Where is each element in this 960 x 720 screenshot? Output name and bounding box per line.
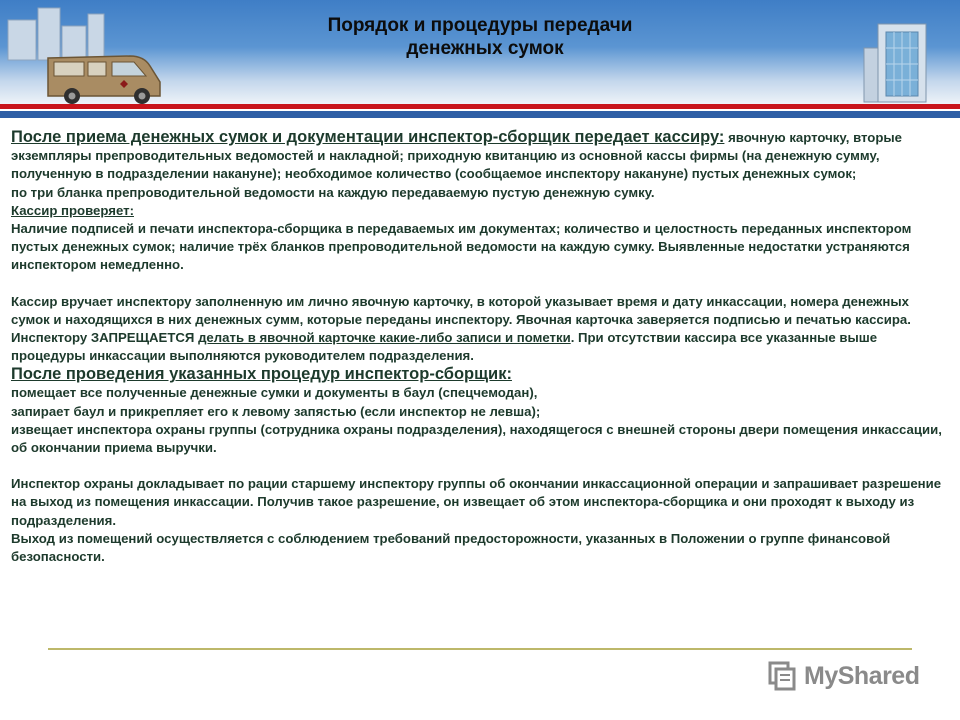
slide-title: [230, 14, 730, 60]
money-van: [48, 56, 160, 104]
myshared-logo-text: MyShared: [804, 661, 920, 690]
section-heading-after-procedures: После проведения указанных процедур инспектор-сборщик:: [11, 365, 512, 384]
myshared-logo[interactable]: [766, 656, 926, 696]
section-heading-checks: Кассир проверяет:: [11, 202, 134, 218]
paragraph-cashier-checks: [11, 202, 946, 220]
buildings-and-van-illustration: [4, 0, 174, 104]
after-procedures-line-3: извещает инспектора охраны группы (сотрудника охраны подразделения), находящегося с внешней стороны двери помещения инкассации, об окончании приема выручки.: [11, 421, 942, 456]
myshared-logo-icon: [766, 659, 798, 693]
blue-stripe: [0, 111, 960, 118]
paragraph-exit: Выход из помещений осуществляется с соблюдением требований предосторожности, указанных в Положении о группе финансовой безопасности.: [11, 530, 891, 565]
attendance-card-text-b: . При отсутствии кассира все указанные выше процедуры инкассации выполняются руководителем подразделения.: [11, 330, 878, 364]
city-buildings: [8, 8, 104, 60]
footer-rule: [48, 648, 912, 650]
slide-title-line2: денежных сумок: [406, 38, 564, 59]
section-heading-handover: После приема денежных сумок и документации инспектор-сборщик передает кассиру:: [11, 128, 725, 146]
handover-blanks-line: по три бланка препроводительной ведомости на каждую передаваемую пустую денежную сумку.: [11, 184, 655, 200]
checks-text: Наличие подписей и печати инспектора-сборщика в передаваемых им документах; количество и целостность переданных инспектором пустых денежных сумок; наличие трёх бланков препроводительной ведомости на каждую сумку. Выявленные недостатки устраняются инспектором немедленно.: [11, 221, 912, 273]
office-building-illustration: [858, 18, 934, 104]
header-divider-bars: [0, 104, 960, 118]
after-procedures-line-1: помещает все полученные денежные сумки и документы в баул (спецчемодан),: [11, 385, 538, 401]
slide-body: [11, 128, 946, 566]
paragraph-attendance-card: [11, 293, 946, 366]
after-procedures-line-2: запирает баул и прикрепляет его к левому запястью (если инспектор не левша);: [11, 403, 541, 419]
paragraph-cashier-handover: [11, 128, 946, 184]
paragraph-guard-report: Инспектор охраны докладывает по рации старшему инспектору группы об окончании инкассационной операции и запрашивает разрешение на выход из помещения инкассации. Получив такое разрешение, он извещает об этом инспектора-сборщика и они проходят к выходу из подразделения.: [11, 476, 942, 528]
prohibition-underlined: делать в явочной карточке какие-либо записи и пометки: [198, 330, 571, 346]
slide-title-line1: Порядок и процедуры передачи: [327, 15, 633, 36]
attendance-card-text-a: Кассир вручает инспектору заполненную им лично явочную карточку, в которой указывает время и дату инкассации, номера денежных сумок и находящихся в них денежных сумм, которые переданы инспектору. Явочная карточка заверяется подписью и печатью кассира. Инспектору ЗАПРЕЩАЕТСЯ: [11, 293, 911, 346]
handover-items-text: явочную карточку, вторые экземпляры препроводительных ведомостей и накладной; приходную квитанцию из основной кассы фирмы (на денежную сумму, полученную в подразделении накануне); необходимое количество (сообщаемое инспектору накануне) пустых денежных сумок;: [11, 130, 902, 182]
